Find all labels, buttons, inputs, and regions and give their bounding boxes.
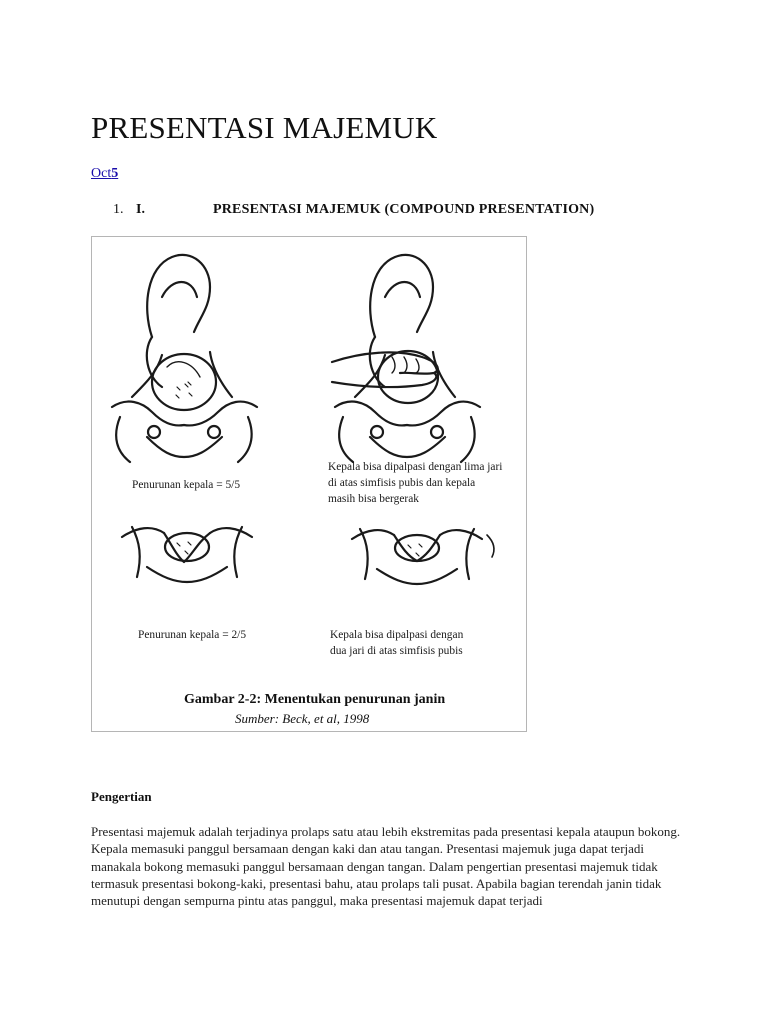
roman-numeral: I. xyxy=(136,202,145,217)
figure-source: Sumber: Beck, et al, 1998 xyxy=(235,711,370,726)
section-heading: Pengertian xyxy=(91,789,152,804)
date-link[interactable] xyxy=(91,166,118,182)
caption-two-fingers-line-2: dua jari di atas simfisis pubis xyxy=(330,643,463,657)
caption-descent-2-5: Penurunan kepala = 2/5 xyxy=(138,627,247,641)
caption-two-fingers-line-1: Kepala bisa dipalpasi dengan xyxy=(330,627,464,641)
section-title: PRESENTASI MAJEMUK (COMPOUND PRESENTATION) xyxy=(213,202,595,217)
caption-palpation-line-3: masih bisa bergerak xyxy=(328,491,419,505)
figure-illustration xyxy=(91,236,527,732)
caption-palpation-line-1: Kepala bisa dipalpasi dengan lima jari xyxy=(328,459,503,473)
pelvis-drawing-2-5 xyxy=(122,527,252,582)
caption-descent-5-5: Penurunan kepala = 5/5 xyxy=(132,477,241,491)
date-month: Oct xyxy=(91,166,112,181)
figure-title: Gambar 2-2: Menentukan penurunan janin xyxy=(184,692,446,707)
fetus-drawing-palpation xyxy=(332,255,480,462)
fetus-drawing-5-5 xyxy=(112,255,257,462)
caption-palpation-line-2: di atas simfisis pubis dan kepala xyxy=(328,475,476,489)
list-number: 1. xyxy=(113,202,124,217)
date-day: 5 xyxy=(111,166,119,181)
body-paragraph: Presentasi majemuk adalah terjadinya prolaps satu atau lebih ekstremitas pada presentasi kepala ataupun bokong. Kepala memasuki panggul bersamaan dengan kaki dan atau tangan. Presentasi majemuk juga dapat terjadi manakala bokong memasuki panggul bersamaan dengan tangan. Dalam pengertian presentasi majemuk tidak termasuk presentasi bokong-kaki, presentasi bahu, atau prolaps tali pusat. Apabila bagian terendah janin tidak menutupi dengan sempurna pintu atas panggul, maka presentasi majemuk dapat terjadi xyxy=(91,824,681,909)
pelvis-drawing-two-fingers xyxy=(352,529,494,584)
page-title: PRESENTASI MAJEMUK xyxy=(91,110,438,145)
